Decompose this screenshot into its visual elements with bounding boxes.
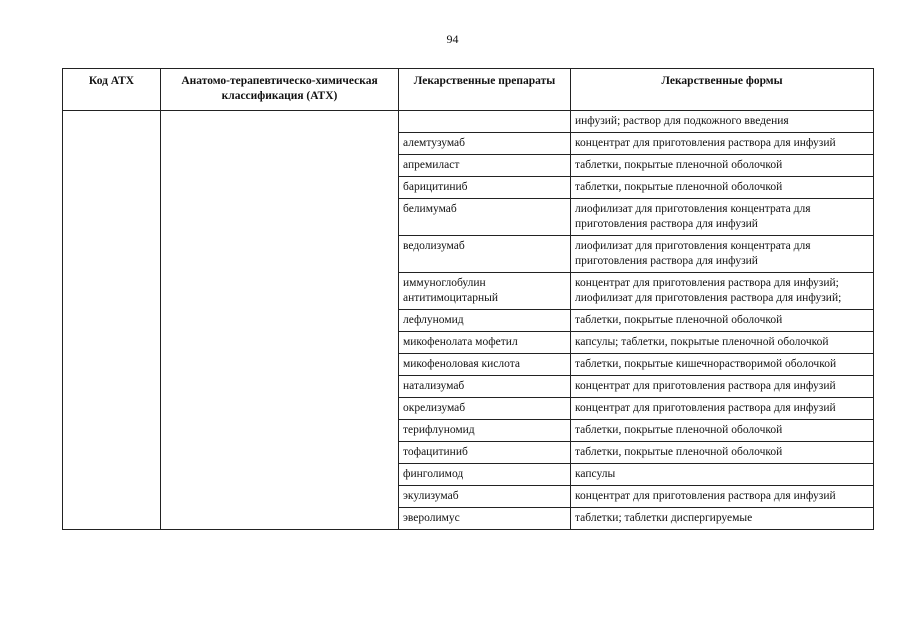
table-row [63,111,874,133]
drug-cell: микофенолата мофетил [399,332,571,354]
drug-cell: натализумаб [399,376,571,398]
drug-cell: тофацитиниб [399,442,571,464]
drug-cell: окрелизумаб [399,398,571,420]
drug-cell: экулизумаб [399,486,571,508]
header-dosage-forms: Лекарственные формы [571,69,874,111]
header-atx-classification: Анатомо-терапевтическо-химическая классификация (АТХ) [161,69,399,111]
drug-cell: иммуноглобулин антитимоцитарный [399,273,571,310]
drug-cell: финголимод [399,464,571,486]
form-cell: таблетки; таблетки диспергируемые [571,508,874,530]
form-cell: капсулы; таблетки, покрытые пленочной оболочкой [571,332,874,354]
form-cell: концентрат для приготовления раствора для инфузий [571,398,874,420]
form-cell: капсулы [571,464,874,486]
drug-cell: белимумаб [399,199,571,236]
form-cell: таблетки, покрытые пленочной оболочкой [571,310,874,332]
form-cell: таблетки, покрытые пленочной оболочкой [571,420,874,442]
form-cell: инфузий; раствор для подкожного введения [571,111,874,133]
form-cell: таблетки, покрытые пленочной оболочкой [571,442,874,464]
form-cell: концентрат для приготовления раствора для инфузий [571,133,874,155]
atx-code-cell [63,111,161,530]
form-cell: лиофилизат для приготовления концентрата для приготовления раствора для инфузий [571,236,874,273]
drug-cell: ведолизумаб [399,236,571,273]
drug-cell: барицитиниб [399,177,571,199]
drug-cell: эверолимус [399,508,571,530]
drug-cell: алемтузумаб [399,133,571,155]
drug-cell: лефлуномид [399,310,571,332]
form-cell: таблетки, покрытые пленочной оболочкой [571,177,874,199]
atx-table [62,68,874,530]
form-cell: концентрат для приготовления раствора для инфузий; лиофилизат для приготовления раствора для инфузий; [571,273,874,310]
drug-cell: терифлуномид [399,420,571,442]
page-number: 94 [446,32,459,46]
header-drugs: Лекарственные препараты [399,69,571,111]
form-cell: концентрат для приготовления раствора для инфузий [571,486,874,508]
atx-classification-cell [161,111,399,530]
form-cell: таблетки, покрытые пленочной оболочкой [571,155,874,177]
form-cell: таблетки, покрытые кишечнорастворимой оболочкой [571,354,874,376]
table-header-row [63,69,874,111]
form-cell: концентрат для приготовления раствора для инфузий [571,376,874,398]
drug-cell: апремиласт [399,155,571,177]
form-cell: лиофилизат для приготовления концентрата для приготовления раствора для инфузий [571,199,874,236]
header-atx-code: Код АТХ [63,69,161,111]
drug-cell: микофеноловая кислота [399,354,571,376]
drug-cell [399,111,571,133]
